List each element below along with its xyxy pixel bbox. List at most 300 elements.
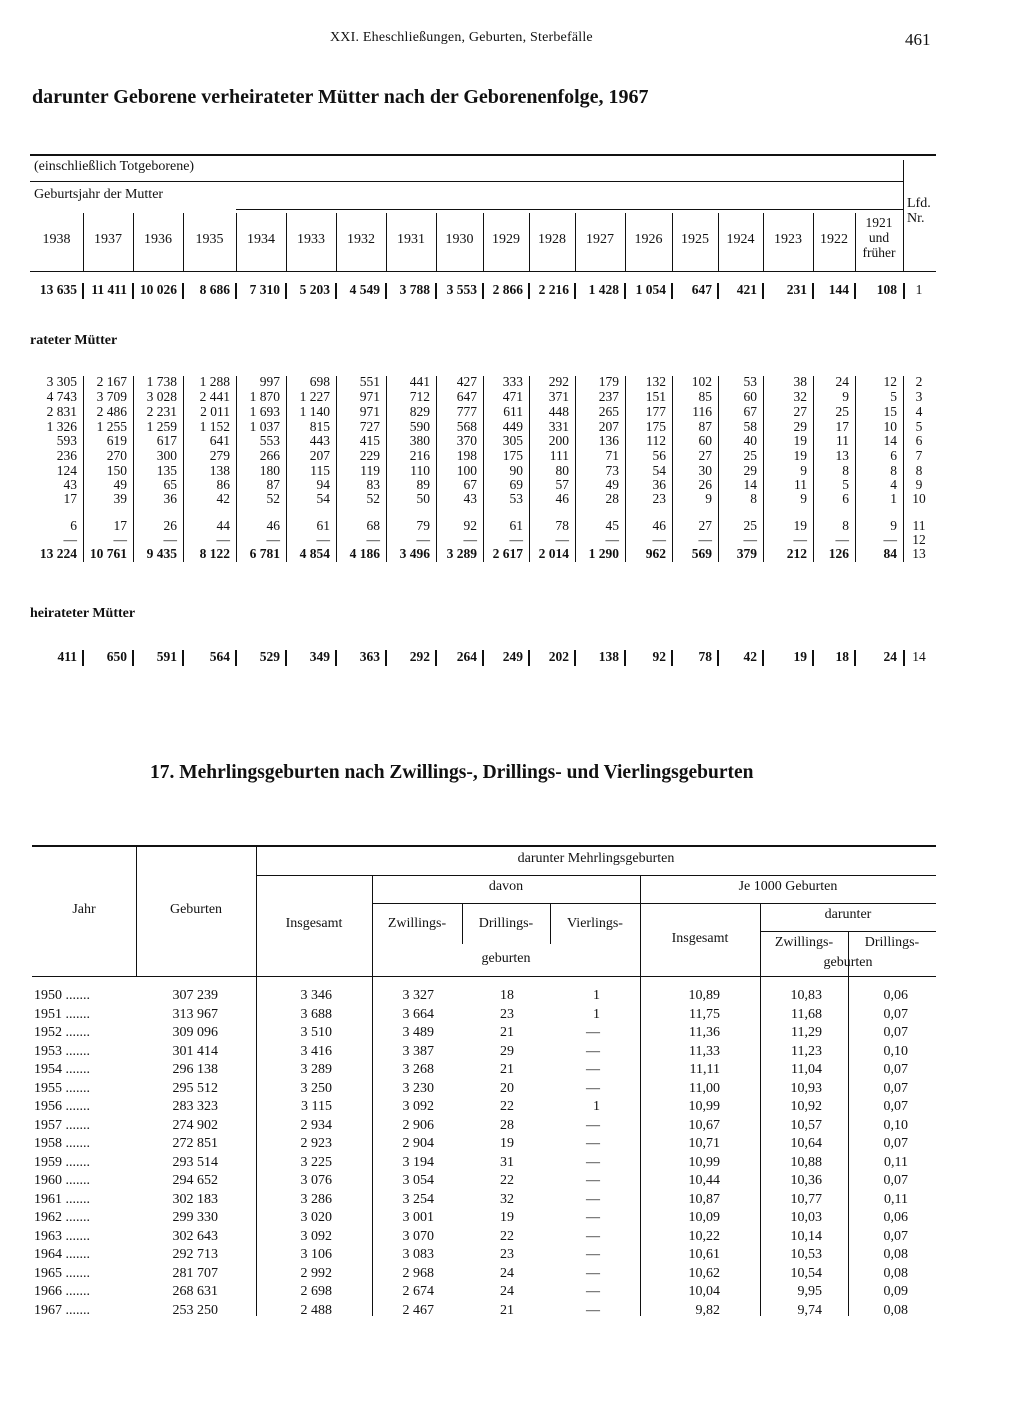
t16-row-nr: 11 [912, 518, 926, 533]
t16-row-cell: — [793, 532, 807, 547]
cell-divider [574, 650, 576, 666]
t17-h-zwillings: Zwillings- [387, 916, 447, 931]
t17-cell: 0,10 [883, 1043, 908, 1059]
t16-row-cell: 265 [598, 404, 619, 419]
t17-cell: 3 510 [300, 1025, 332, 1040]
t16-row-cell: 1 227 [299, 389, 330, 404]
t17-cell: 3 092 [402, 1099, 434, 1114]
t16-row-cell: 49 [113, 477, 127, 492]
table16.last_row-cell: 202 [548, 649, 569, 664]
t16-row-cell: 179 [598, 374, 619, 389]
table16.last_row-cell: 249 [502, 649, 523, 664]
t16-year-3: 1935 [195, 232, 224, 247]
t17-cell: 2 904 [402, 1136, 434, 1151]
t17-cell: 3 254 [402, 1191, 434, 1207]
page-number: 461 [905, 30, 931, 49]
t17-h-geburten-sub: geburten [481, 951, 531, 966]
t17-cell: 0,07 [883, 1136, 908, 1151]
t16-row-cell: 102 [691, 374, 712, 389]
t17-header-bottom-rule [32, 976, 936, 977]
t16-body-col-divider [672, 376, 673, 562]
t16-row-cell: 3 305 [46, 374, 77, 389]
t16-row-cell: 132 [645, 374, 666, 389]
t16-col-divider [763, 213, 764, 271]
t16-row-cell: 25 [835, 404, 849, 419]
t16-body-col-divider [436, 376, 437, 562]
t17-h-davon: davon [488, 879, 524, 894]
t17-cell: 10,83 [790, 988, 822, 1003]
t17-year: 1966 ....... [34, 1284, 90, 1299]
t16-top-rule [30, 154, 936, 156]
t16-row-cell: 212 [786, 546, 807, 561]
cell-divider [671, 283, 673, 299]
t16-col-divider [718, 213, 719, 271]
t17-cell: 0,07 [883, 1080, 908, 1096]
t16-row-cell: 8 [842, 518, 849, 533]
t16-row-cell: 3 289 [446, 546, 477, 561]
t16-row-cell: 641 [209, 433, 230, 448]
t17-year: 1957 ....... [34, 1117, 90, 1133]
t17-cell: 295 512 [172, 1080, 218, 1096]
t17-cell: 10,61 [688, 1247, 720, 1262]
t17-cell: 307 239 [172, 988, 218, 1003]
t17-cell: 3 664 [402, 1006, 434, 1022]
table16.total_row-nr: 1 [915, 282, 923, 297]
t16-row-nr: 4 [915, 404, 923, 419]
t16-row-cell: 150 [106, 463, 127, 478]
cell-divider [82, 650, 84, 666]
t16-body-col-divider [855, 376, 856, 562]
t16-body-col-divider [386, 376, 387, 562]
cell-divider [671, 650, 673, 666]
cell-divider [182, 283, 184, 299]
cell-divider [132, 650, 134, 666]
t16-body-col-divider [718, 376, 719, 562]
t16-row-cell: 46 [652, 518, 666, 533]
t16-row-cell: 6 [70, 518, 77, 533]
t16-col-divider [625, 213, 626, 271]
t17-cell: 3 092 [300, 1228, 332, 1244]
t17-cell: — [586, 1228, 600, 1244]
t16-row-cell: — [216, 532, 230, 547]
t17-h-geburten: Geburten [169, 902, 223, 917]
t16-lfd-divider [903, 160, 904, 272]
t16-row-cell: — [698, 532, 712, 547]
t17-cell: 10,04 [688, 1284, 720, 1299]
t17-cell: 10,99 [688, 1099, 720, 1114]
t17-year: 1950 ....... [34, 988, 90, 1003]
t16-row-cell: 1 152 [199, 419, 230, 434]
t16-row-cell: 116 [692, 404, 712, 419]
t17-cell: 10,77 [790, 1191, 822, 1207]
t16-row-cell: 553 [259, 433, 280, 448]
t17-cell: 0,07 [883, 1025, 908, 1040]
t16-row-cell: 2 441 [199, 389, 230, 404]
t16-row-cell: 115 [310, 463, 330, 478]
t17-cell: 0,08 [883, 1302, 908, 1318]
t16-group-header: Geburtsjahr der Mutter [34, 187, 164, 202]
t16-row-cell: 46 [266, 518, 280, 533]
t17-cell: 3 346 [300, 988, 332, 1003]
table16.last_row-cell: 92 [652, 649, 666, 664]
t16-row-cell: 110 [410, 463, 430, 478]
t16-year-15: 1923 [774, 232, 802, 247]
t16-year-5: 1933 [297, 232, 325, 247]
t16-row-cell: 371 [548, 389, 569, 404]
table16.total_row-cell: 2 866 [492, 282, 523, 297]
t16-row-cell: 380 [409, 433, 430, 448]
t17-cell: — [586, 1302, 600, 1318]
t17-cell: 302 183 [172, 1191, 218, 1207]
t17-cell: 10,92 [790, 1099, 822, 1114]
t16-row-cell: 87 [698, 419, 712, 434]
t16-row-cell: 9 [800, 491, 807, 506]
t16-section-verheiratet: rateter Mütter [30, 333, 118, 348]
table16.total_row-cell: 108 [876, 282, 897, 297]
t16-row-cell: 207 [309, 448, 330, 463]
t16-row-cell: 279 [209, 448, 230, 463]
t16-row-cell: 27 [793, 404, 807, 419]
t16-row-cell: 52 [266, 491, 280, 506]
t16-row-cell: 124 [56, 463, 77, 478]
t16-row-cell: 57 [555, 477, 569, 492]
t16-body-col-divider [286, 376, 287, 562]
t16-body-col-divider [575, 376, 576, 562]
t16-row-cell: 9 [705, 491, 712, 506]
t16-row-cell: 85 [698, 389, 712, 404]
t17-cell: — [586, 1210, 600, 1225]
t16-row-cell: 471 [502, 389, 523, 404]
t16-col-divider [575, 213, 576, 271]
t17-cell: — [586, 1265, 600, 1281]
t16-row-cell: 17 [113, 518, 127, 533]
t16-col-divider [483, 213, 484, 271]
t16-row-cell: 997 [259, 374, 280, 389]
t17-cell: 3 115 [301, 1099, 332, 1114]
t16-row-cell: 50 [416, 491, 430, 506]
t16-row-nr: 8 [915, 463, 923, 478]
t17-cell: 2 467 [402, 1302, 434, 1318]
t16-row-cell: 19 [793, 433, 807, 448]
t17-cell: 10,88 [790, 1154, 822, 1170]
t16-row-cell: 1 259 [146, 419, 177, 434]
t17-cell: 10,64 [790, 1136, 822, 1151]
t17-cell: — [586, 1062, 600, 1077]
t16-row-cell: 69 [509, 477, 523, 492]
t16-year-9: 1929 [492, 232, 520, 247]
t16-row-cell: 11 [794, 477, 807, 492]
t16-note: (einschließlich Totgeborene) [34, 159, 195, 174]
t16-row-cell: 42 [216, 491, 230, 506]
t16-row-cell: 24 [835, 374, 849, 389]
t16-row-cell: 5 [842, 477, 849, 492]
t17-cell: 9,95 [797, 1284, 822, 1299]
t16-year-0: 1938 [42, 232, 71, 247]
t16-row-cell: 727 [359, 419, 380, 434]
t16-row-cell: 5 [890, 389, 897, 404]
t16-row-cell: 6 [842, 491, 849, 506]
t17-cell: 10,03 [790, 1210, 822, 1225]
t16-col-divider [83, 213, 84, 271]
t17-cell: 3 387 [402, 1043, 434, 1059]
t17-cell: 23 [500, 1247, 514, 1262]
t16-row-cell: 331 [548, 419, 569, 434]
t17-cell: 0,11 [884, 1191, 908, 1207]
t17-cell: — [586, 1043, 600, 1059]
t16-row-cell: 379 [736, 546, 757, 561]
t17-cell: 3 250 [300, 1080, 332, 1096]
t16-row-cell: 71 [605, 448, 619, 463]
t16-body-col-divider [625, 376, 626, 562]
t17-cell: 294 652 [172, 1173, 218, 1188]
t16-row-cell: 40 [743, 433, 757, 448]
t16-row-cell: 136 [598, 433, 619, 448]
t16-row-nr: 9 [915, 477, 923, 492]
t16-row-cell: 8 [750, 491, 757, 506]
cell-divider [132, 283, 134, 299]
t16-row-cell: 1 140 [299, 404, 330, 419]
t17-cell: 10,62 [688, 1265, 720, 1281]
t17-h-darunter-mehrlinge: darunter Mehrlingsgeburten [517, 851, 675, 866]
table16.last_row-cell: 292 [409, 649, 430, 664]
t17-h-insgesamt2: Insgesamt [671, 931, 729, 946]
cell-divider [762, 283, 764, 299]
nr-divider [903, 650, 905, 666]
t16-row-cell: 971 [359, 389, 380, 404]
t16-row-cell: 83 [366, 477, 380, 492]
t16-col-divider [672, 213, 673, 271]
t16-note-rule [30, 181, 903, 182]
t16-row-cell: 87 [266, 477, 280, 492]
table16.last_row-cell: 18 [835, 649, 849, 664]
t17-year: 1960 ....... [34, 1173, 90, 1188]
t16-row-cell: 647 [456, 389, 477, 404]
t17-cell: 32 [500, 1191, 514, 1207]
t17-cell: 19 [500, 1136, 514, 1151]
t16-row-cell: 449 [502, 419, 523, 434]
t16-body-col-divider [236, 376, 237, 562]
table16.total_row-cell: 11 411 [91, 282, 127, 297]
t16-row-cell: 3 028 [146, 389, 177, 404]
t17-cell: 11,00 [689, 1080, 720, 1096]
table16.last_row-cell: 349 [309, 649, 330, 664]
t16-row-cell: 94 [316, 477, 330, 492]
t16-row-cell: 27 [698, 518, 712, 533]
t17-cell: 10,67 [688, 1117, 720, 1133]
table16.last_row-cell: 564 [209, 649, 230, 664]
t17-top-rule [32, 845, 936, 847]
t16-row-cell: 1 738 [146, 374, 177, 389]
t16-row-cell: 10 [883, 419, 897, 434]
t16-row-cell: 370 [456, 433, 477, 448]
t16-row-cell: 29 [743, 463, 757, 478]
cell-divider [717, 650, 719, 666]
t16-group-rule [236, 209, 903, 210]
t16-row-cell: 61 [509, 518, 523, 533]
t16-row-cell: 175 [502, 448, 523, 463]
t16-year-11: 1927 [586, 232, 614, 247]
t16-row-cell: 237 [598, 389, 619, 404]
t16-row-cell: 14 [883, 433, 897, 448]
t16-col-divider [183, 213, 184, 271]
t16-row-cell: 17 [835, 419, 849, 434]
table16.total_row-cell: 5 203 [299, 282, 330, 297]
t16-row-cell: 67 [743, 404, 757, 419]
table16.total_row-cell: 10 026 [139, 282, 177, 297]
t17-cell: — [586, 1247, 600, 1262]
t17-cell: 299 330 [172, 1210, 218, 1225]
t16-row-cell: 43 [463, 491, 477, 506]
t17-cell: 3 083 [402, 1247, 434, 1262]
t17-cell: 31 [500, 1154, 514, 1170]
t17-h-je1000: Je 1000 Geburten [738, 879, 838, 894]
table16.total_row-cell: 647 [691, 282, 712, 297]
t17-rule-a [257, 875, 936, 876]
t17-cell: — [586, 1136, 600, 1151]
t17-cell: 19 [500, 1210, 514, 1225]
t17-cell: 9,74 [797, 1302, 822, 1318]
table16.total_row-cell: 2 216 [538, 282, 569, 297]
t17-cell: 10,71 [688, 1136, 720, 1151]
t17-cell: 2 992 [300, 1265, 332, 1281]
t17-cell: 3 489 [402, 1025, 434, 1040]
t16-row-cell: 29 [793, 419, 807, 434]
t16-row-cell: 2 167 [96, 374, 127, 389]
t16-year-13: 1925 [681, 232, 709, 247]
t16-row-cell: 427 [456, 374, 477, 389]
cell-divider [854, 283, 856, 299]
t16-row-cell: 67 [463, 477, 477, 492]
t17-cell: 29 [500, 1043, 514, 1059]
t17-cell: 3 194 [402, 1154, 434, 1170]
t16-year-8: 1930 [445, 232, 474, 247]
t17-cell: 2 674 [402, 1284, 434, 1299]
t17-cell: 1 [593, 1006, 600, 1022]
t16-body-col-divider [133, 376, 134, 562]
t16-row-cell: 13 224 [39, 546, 77, 561]
t16-row-cell: 19 [793, 518, 807, 533]
t17-cell: 21 [500, 1062, 514, 1077]
t16-row-nr: 7 [915, 448, 923, 463]
table16.last_row-cell: 24 [883, 649, 897, 664]
t17-year: 1952 ....... [34, 1025, 90, 1040]
t17-cell: 313 967 [172, 1006, 218, 1022]
t17-cell: 253 250 [172, 1302, 218, 1318]
cell-divider [528, 283, 530, 299]
t16-row-cell: 292 [548, 374, 569, 389]
t16-row-cell: 971 [359, 404, 380, 419]
t16-row-cell: 61 [316, 518, 330, 533]
t17-cell: 22 [500, 1099, 514, 1114]
t17-rule-d [761, 931, 936, 932]
t16-col-divider [529, 213, 530, 271]
t16-row-cell: 138 [209, 463, 230, 478]
t17-year: 1962 ....... [34, 1210, 90, 1225]
t17-cell: 18 [500, 988, 514, 1003]
t17-cell: 11,33 [689, 1043, 720, 1059]
t16-col-divider [813, 213, 814, 271]
t16-row-cell: — [743, 532, 757, 547]
t16-row-cell: 65 [163, 477, 177, 492]
t16-row-cell: 3 496 [399, 546, 430, 561]
t17-cell: 10,14 [790, 1228, 822, 1244]
t16-row-cell: 30 [698, 463, 712, 478]
t17-year: 1955 ....... [34, 1080, 90, 1096]
t16-row-cell: 151 [645, 389, 666, 404]
t16-row-cell: 175 [645, 419, 666, 434]
t17-cell: 3 230 [402, 1080, 434, 1096]
t16-row-nr: 5 [915, 419, 923, 434]
t16-row-cell: 270 [106, 448, 127, 463]
t16-col-divider [855, 213, 856, 271]
t16-row-cell: 305 [502, 433, 523, 448]
t16-row-cell: 53 [509, 491, 523, 506]
t17-cell: 274 902 [172, 1117, 218, 1133]
t17-cell: 3 268 [402, 1062, 434, 1077]
t17-rule-b [373, 903, 640, 904]
t17-cell: 0,06 [883, 988, 908, 1003]
t16-row-cell: 2 011 [200, 404, 230, 419]
t16-row-cell: — [605, 532, 619, 547]
t17-cell: 0,07 [883, 1062, 908, 1077]
t16-row-nr: 13 [912, 546, 926, 561]
table16.total_row-cell: 144 [828, 282, 849, 297]
t16-row-cell: 73 [605, 463, 619, 478]
t16-row-cell: 1 255 [96, 419, 127, 434]
t16-col-divider [286, 213, 287, 271]
t16-col-divider [436, 213, 437, 271]
cell-divider [435, 283, 437, 299]
t16-year-1: 1937 [94, 232, 122, 247]
t17-cell: 22 [500, 1173, 514, 1188]
t16-row-nr: 2 [915, 374, 923, 389]
cell-divider [482, 283, 484, 299]
t16-row-cell: 90 [509, 463, 523, 478]
t17-cell: — [586, 1080, 600, 1096]
t17-year: 1965 ....... [34, 1265, 90, 1281]
t16-year-16: 1922 [820, 232, 848, 247]
t17-cell: 2 968 [402, 1265, 434, 1281]
t17-year: 1967 ....... [34, 1302, 90, 1318]
t17-cell: 10,36 [790, 1173, 822, 1188]
t16-row-cell: 92 [463, 518, 477, 533]
table16.total_row-cell: 4 549 [349, 282, 380, 297]
cell-divider [335, 650, 337, 666]
t17-cell: 281 707 [172, 1265, 218, 1281]
t17-cell: 11,11 [689, 1062, 720, 1077]
t16-row-cell: 4 186 [349, 546, 380, 561]
table16.last_row-cell: 529 [259, 649, 280, 664]
t16-body-col-divider [763, 376, 764, 562]
t17-cell: — [586, 1191, 600, 1207]
t17-cell: 11,04 [791, 1062, 822, 1077]
t16-row-cell: 58 [743, 419, 757, 434]
t16-row-cell: 9 [800, 463, 807, 478]
t17-cell: 3 289 [300, 1062, 332, 1077]
t16-row-cell: 44 [216, 518, 230, 533]
t17-year: 1963 ....... [34, 1228, 90, 1244]
t16-header-bottom-rule [30, 271, 936, 272]
cell-divider [574, 283, 576, 299]
t16-row-cell: 100 [456, 463, 477, 478]
t16-row-cell: 43 [63, 477, 77, 492]
table17-title: 17. Mehrlingsgeburten nach Zwillings-, Drillings- und Vierlingsgeburten [150, 762, 754, 783]
t16-year-12: 1926 [634, 232, 663, 247]
t16-col-divider [236, 213, 237, 271]
t17-cell: 10,99 [688, 1154, 720, 1170]
t16-row-cell: 9 [890, 518, 897, 533]
t17-cell: 10,53 [790, 1247, 822, 1262]
